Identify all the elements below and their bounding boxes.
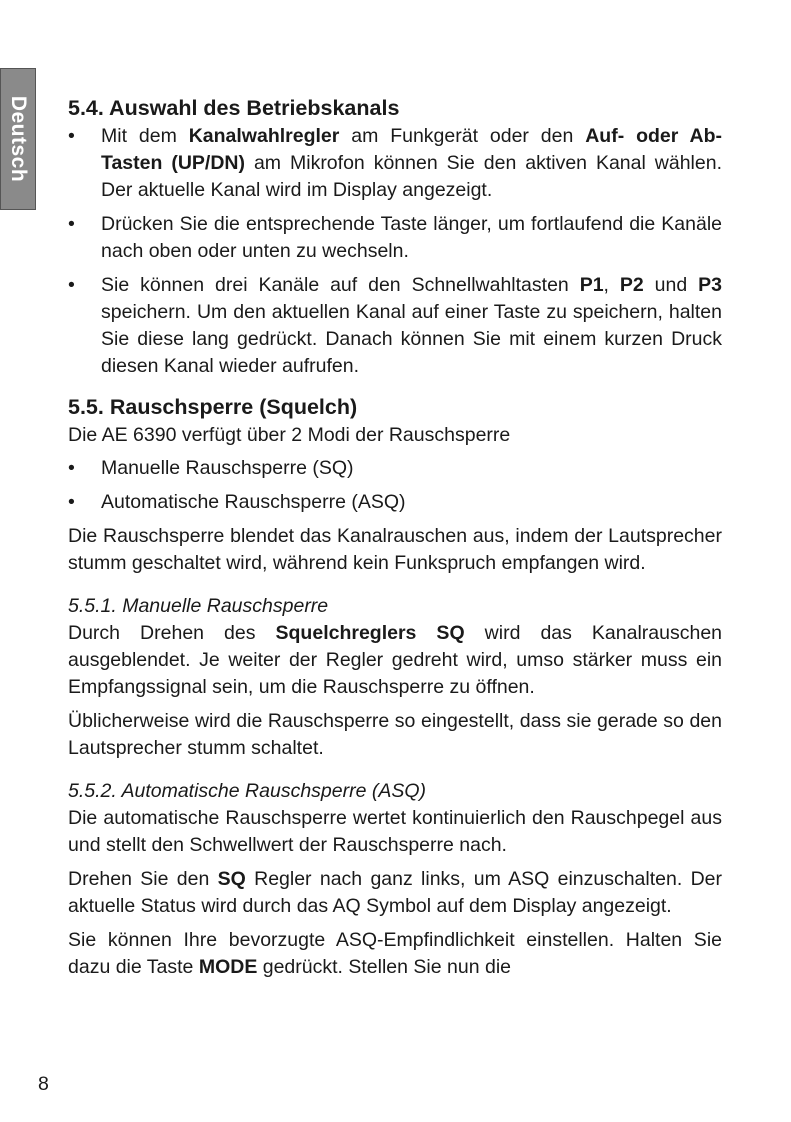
- section-5-5-2: [68, 778, 722, 981]
- section-5-5-list: [68, 455, 722, 516]
- page-content: [68, 93, 722, 988]
- section-5-4-heading: 5.4. Auswahl des Betriebskanals: [68, 96, 400, 120]
- section-5-5-2-paragraph-3: Sie können Ihre bevorzugte ASQ-Empfindlichkeit einstellen. Halten Sie dazu die Taste MODE gedrückt. Stellen Sie nun die: [68, 929, 722, 978]
- language-tab-label: Deutsch: [7, 95, 30, 183]
- section-5-4-list: [68, 123, 722, 380]
- section-5-5-heading: 5.5. Rauschsperre (Squelch): [68, 395, 358, 419]
- section-5-5-2-heading: 5.5.2. Automatische Rauschsperre (ASQ): [68, 780, 427, 802]
- section-5-5-2-paragraph: Die automatische Rauschsperre wertet kontinuierlich den Rauschpegel aus und stellt den Schwellwert der Rauschsperre nach.: [68, 807, 722, 856]
- list-item: • Manuelle Rauschsperre (SQ): [68, 455, 722, 482]
- list-item: • Mit dem Kanalwahlregler am Funkgerät oder den Auf- oder Ab-Tasten (UP/DN) am Mikrofon können Sie den aktiven Kanal wählen. Der aktuelle Kanal wird im Display angezeigt.: [68, 123, 722, 204]
- list-item: • Sie können drei Kanäle auf den Schnellwahltasten P1, P2 und P3 speichern. Um den aktuellen Kanal auf einer Taste zu speichern, halten Sie diese lang gedrückt. Danach können Sie mit einem kurzen Druck diesen Kanal wieder aufrufen.: [68, 272, 722, 380]
- page-number: 8: [38, 1073, 49, 1095]
- language-tab: [0, 68, 36, 210]
- section-5-5-1-paragraph: Durch Drehen des Squelchreglers SQ wird das Kanalrauschen ausgeblendet. Je weiter der Regler gedreht wird, umso stärker muss ein Empfangssignal sein, um die Rauschsperre zu öffnen.: [68, 622, 723, 698]
- section-5-5-intro: Die AE 6390 verfügt über 2 Modi der Rauschsperre: [68, 424, 511, 446]
- section-5-5-1: [68, 593, 722, 762]
- section-5-5-description: Die Rauschsperre blendet das Kanalrauschen aus, indem der Lautsprecher stumm geschaltet wird, während kein Funkspruch empfangen wird.: [68, 525, 722, 574]
- section-5-5-1-heading: 5.5.1. Manuelle Rauschsperre: [68, 595, 329, 617]
- list-item: • Drücken Sie die entsprechende Taste länger, um fortlaufend die Kanäle nach oben oder unten zu wechseln.: [68, 211, 722, 265]
- section-5-4: [68, 93, 722, 380]
- section-5-5: [68, 392, 722, 577]
- section-5-5-2-paragraph-2: Drehen Sie den SQ Regler nach ganz links, um ASQ einzuschalten. Der aktuelle Status wird durch das AQ Symbol auf dem Display angezeigt.: [68, 868, 722, 917]
- list-item: • Automatische Rauschsperre (ASQ): [68, 489, 722, 516]
- section-5-5-1-paragraph-2: Üblicherweise wird die Rauschsperre so eingestellt, dass sie gerade so den Lautsprecher stumm schaltet.: [68, 710, 722, 759]
